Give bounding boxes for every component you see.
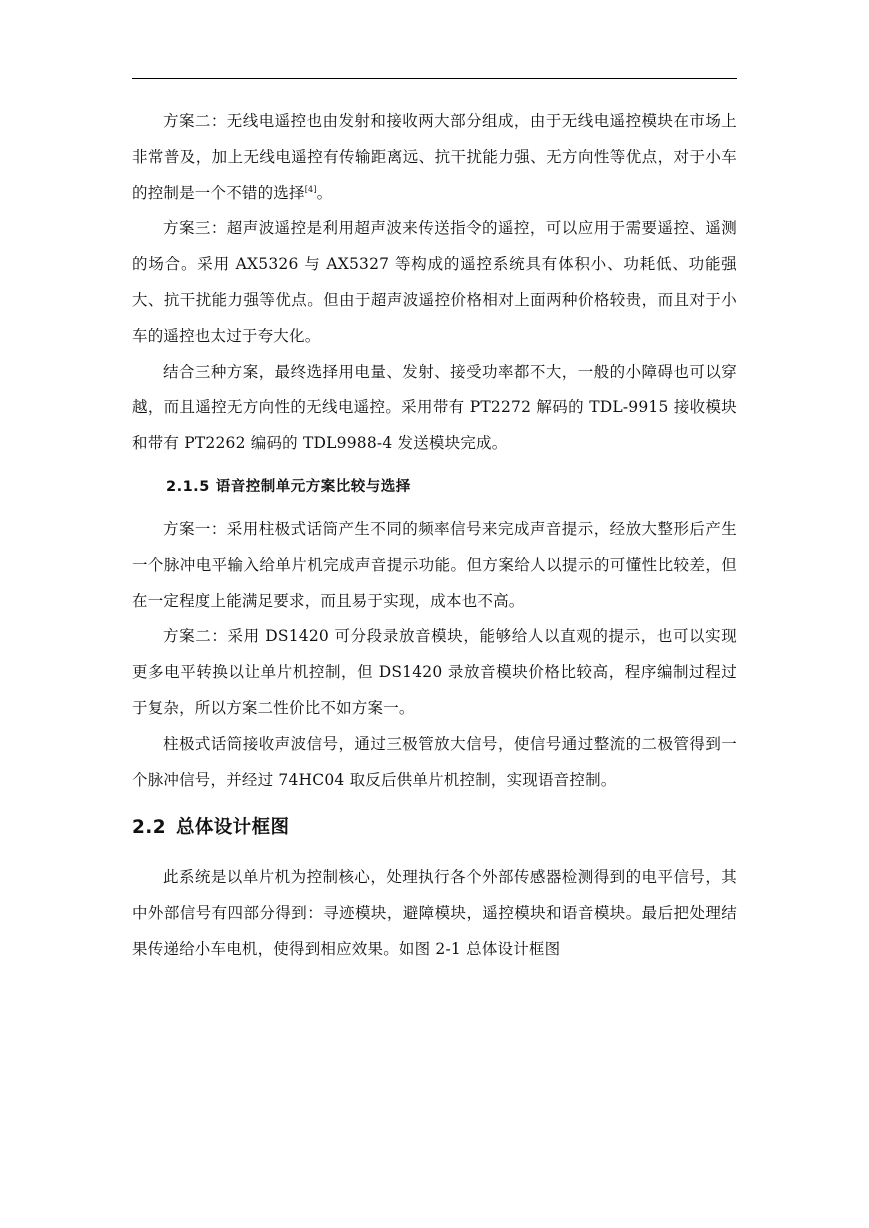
page-header-rule xyxy=(132,78,737,79)
section-number: 2.2 xyxy=(132,817,166,839)
section-heading-2-1-5 xyxy=(132,470,737,504)
section-title: 总体设计框图 xyxy=(175,817,290,839)
section-number: 2.1.5 xyxy=(166,478,210,495)
section-title: 语音控制单元方案比较与选择 xyxy=(215,478,411,495)
section-heading-2-2 xyxy=(132,810,737,846)
paragraph-scheme-2-radio xyxy=(132,104,737,211)
document-body xyxy=(132,104,737,968)
paragraph-text: 方案二：无线电遥控也由发射和接收两大部分组成，由于无线电遥控模块在市场上非常普及，加上无线电遥控有传输距离远、抗干扰能力强、无方向性等优点，对于小车的控制是一个不错的选择 xyxy=(132,112,737,202)
paragraph-conclusion-remote: 结合三种方案，最终选择用电量、发射、接受功率都不大，一般的小障碍也可以穿越，而且遥控无方向性的无线电遥控。采用带有 PT2272 解码的 TDL-9915 接收模块和带有 PT2262 编码的 TDL9988-4 发送模块完成。 xyxy=(132,362,737,453)
paragraph-voice-scheme-1: 方案一：采用柱极式话筒产生不同的频率信号来完成声音提示，经放大整形后产生一个脉冲电平输入给单片机完成声音提示功能。但方案给人以提示的可懂性比较差，但在一定程度上能满足要求，而且易于实现，成本也不高。 xyxy=(132,519,737,610)
paragraph-overall-design: 此系统是以单片机为控制核心，处理执行各个外部传感器检测得到的电平信号，其中外部信号有四部分得到：寻迹模块，避障模块，遥控模块和语音模块。最后把处理结果传递给小车电机，使得到相应效果。如图 2-1 总体设计框图 xyxy=(132,868,737,958)
paragraph-scheme-3-ultrasonic: 方案三：超声波遥控是利用超声波来传送指令的遥控，可以应用于需要遥控、遥测的场合。采用 AX5326 与 AX5327 等构成的遥控系统具有体积小、功耗低、功能强大、抗干扰能力强等优点。但由于超声波遥控价格相对上面两种价格较贵，而且对于小车的遥控也太过于夸大化。 xyxy=(132,219,737,345)
citation-ref[interactable]: [4] xyxy=(304,184,317,194)
paragraph-end: 。 xyxy=(316,183,333,202)
paragraph-voice-scheme-2: 方案二：采用 DS1420 可分段录放音模块，能够给人以直观的提示，也可以实现更多电平转换以让单片机控制，但 DS1420 录放音模块价格比较高，程序编制过程过于复杂，所以方案二性价比不如方案一。 xyxy=(132,627,737,717)
paragraph-voice-conclusion: 柱极式话筒接收声波信号，通过三极管放大信号，使信号通过整流的二极管得到一个脉冲信号，并经过 74HC04 取反后供单片机控制，实现语音控制。 xyxy=(132,734,737,789)
